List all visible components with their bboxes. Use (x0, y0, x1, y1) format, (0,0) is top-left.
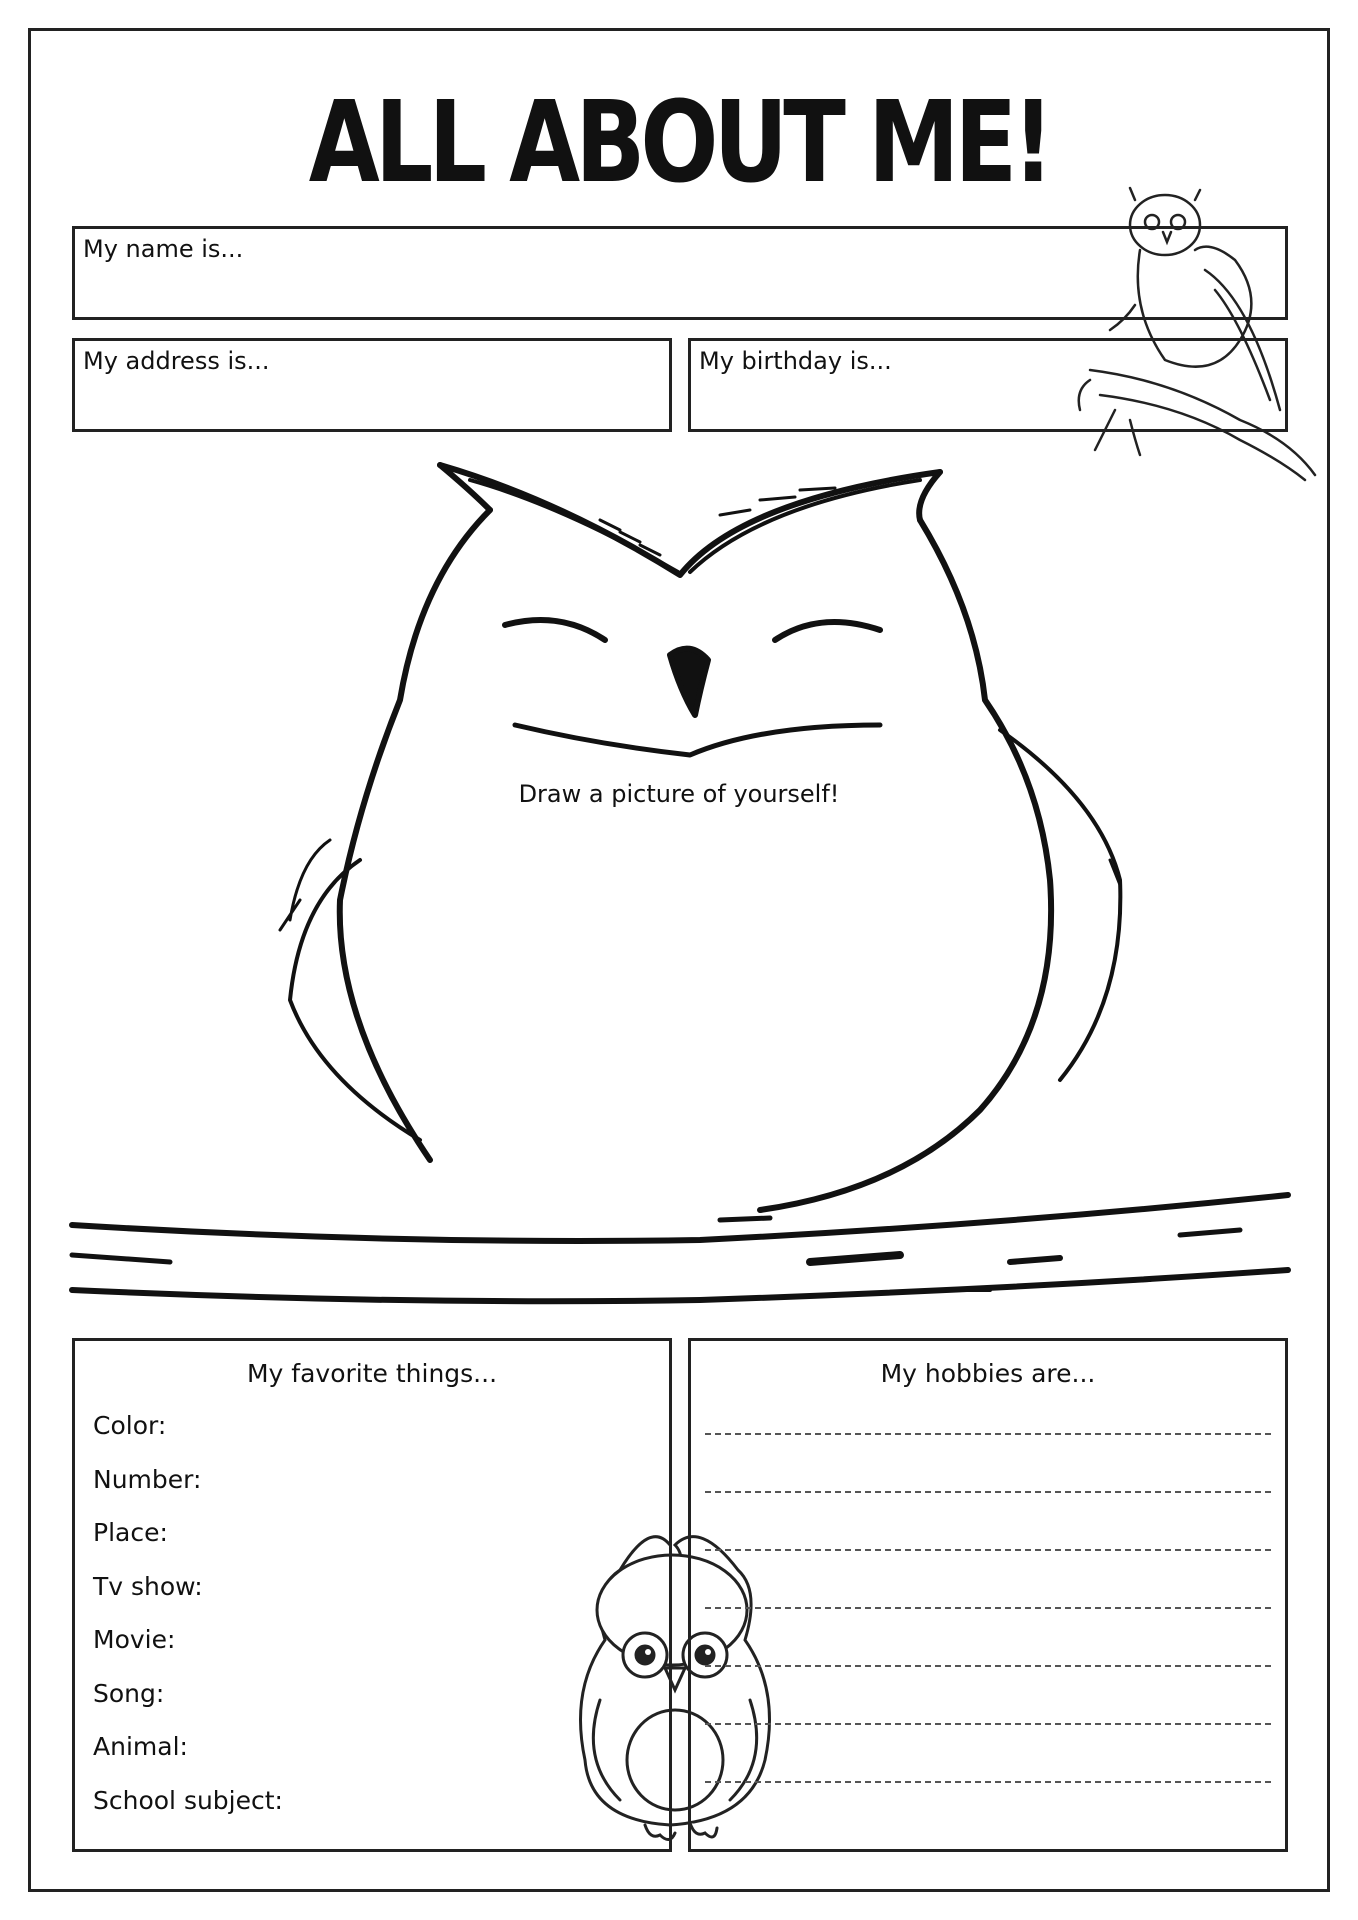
hobby-line[interactable] (705, 1781, 1271, 1783)
address-field-label: My address is... (83, 347, 270, 375)
favorite-tv-show[interactable]: Tv show: (93, 1571, 203, 1601)
favorite-color[interactable]: Color: (93, 1411, 167, 1440)
favorites-heading: My favorite things... (246, 1359, 498, 1388)
name-field-label: My name is... (83, 235, 244, 263)
hobby-line[interactable] (705, 1433, 1271, 1435)
drawing-prompt: Draw a picture of yourself! (518, 780, 840, 808)
hobbies-box (688, 1338, 1288, 1852)
favorite-movie[interactable]: Movie: (93, 1625, 176, 1654)
hobbies-lines[interactable] (705, 1433, 1271, 1839)
favorite-school-subject[interactable]: School subject: (93, 1785, 283, 1815)
hobbies-heading: My hobbies are... (880, 1359, 1096, 1388)
page-title: ALL ABOUT ME! (308, 78, 1050, 208)
favorite-number[interactable]: Number: (93, 1464, 202, 1494)
hobby-line[interactable] (705, 1491, 1271, 1493)
favorite-animal[interactable]: Animal: (93, 1732, 188, 1761)
hobby-line[interactable] (705, 1549, 1271, 1551)
favorite-place[interactable]: Place: (93, 1518, 168, 1547)
favorites-box (72, 1338, 672, 1852)
favorite-song[interactable]: Song: (93, 1678, 165, 1708)
perched-owl-icon (1079, 188, 1315, 480)
hobby-line[interactable] (705, 1607, 1271, 1609)
hobby-line[interactable] (705, 1665, 1271, 1667)
branch-icon (72, 1195, 1288, 1301)
favorites-list (93, 1411, 283, 1839)
birthday-field-label: My birthday is... (699, 347, 892, 375)
hobby-line[interactable] (705, 1723, 1271, 1725)
big-owl-icon[interactable] (280, 465, 1120, 1210)
